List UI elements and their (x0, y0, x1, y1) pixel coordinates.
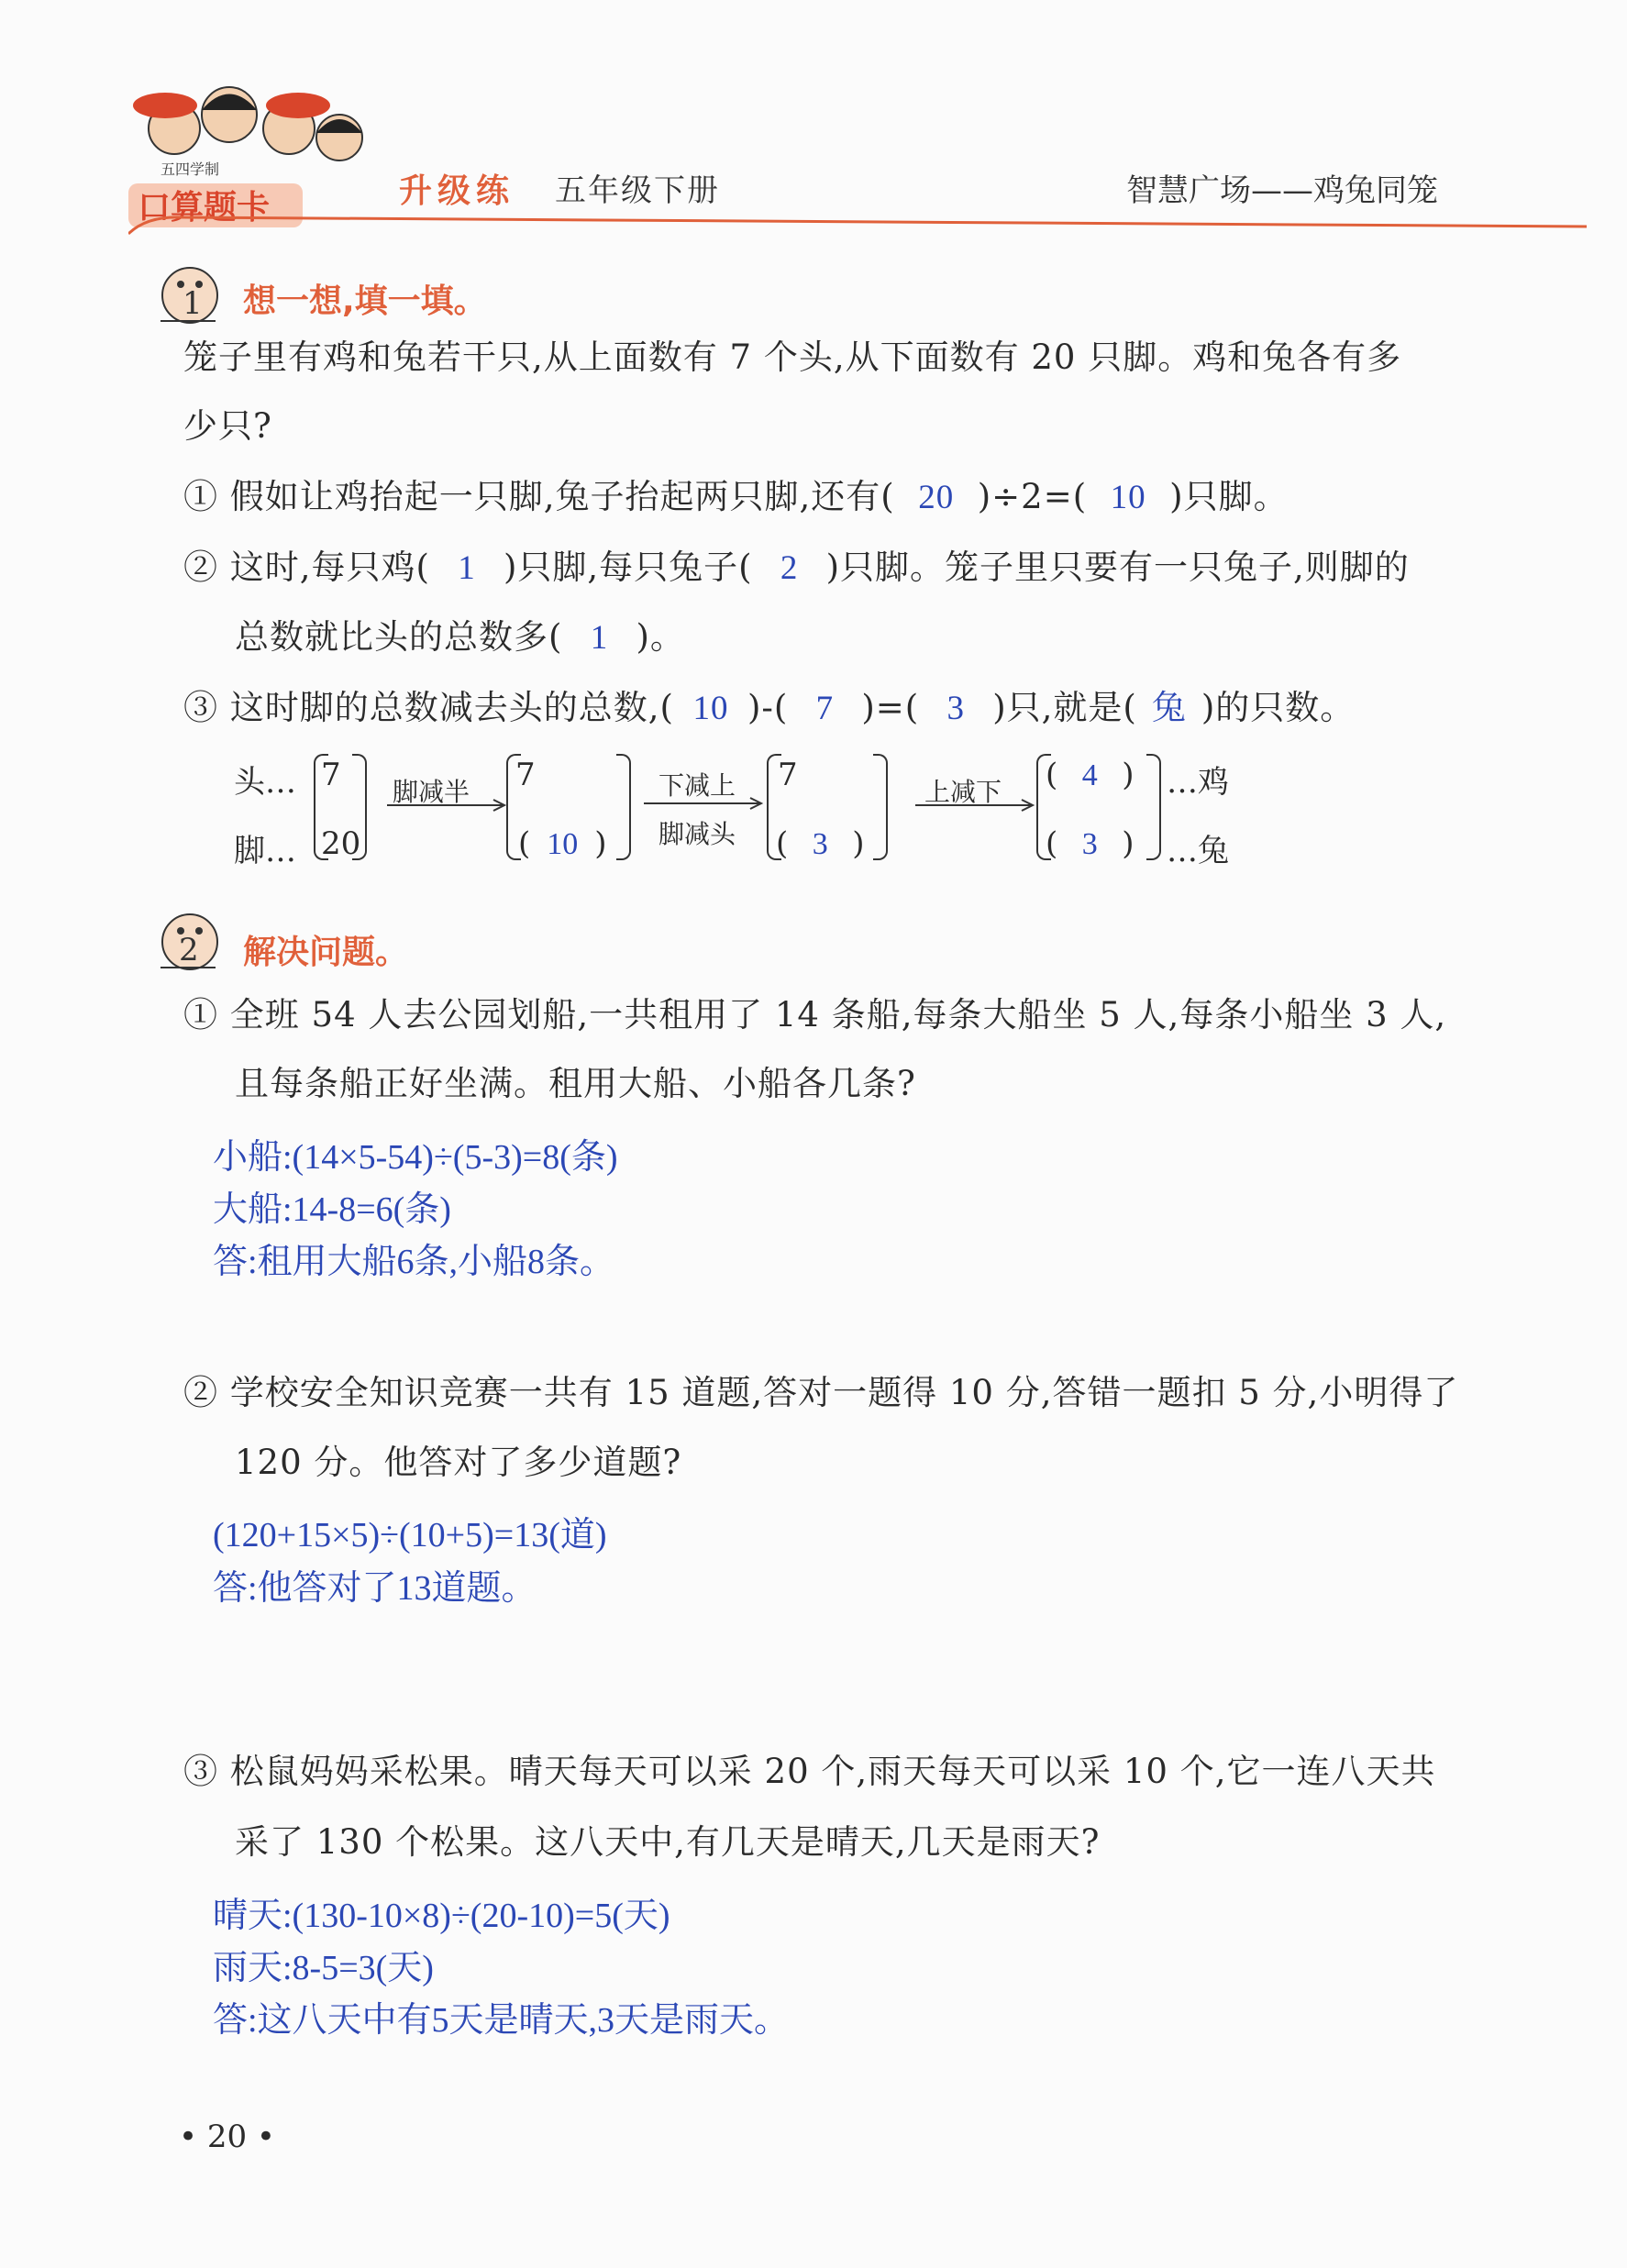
flow-suffix-chicken: …鸡 (1167, 764, 1229, 801)
p3-answer-1: 晴天:(130-10×8)÷(20-10)=5(天) (213, 1897, 670, 1935)
flow-arrow3-label: 上减下 (924, 777, 1002, 807)
flow-col2-feet-value: 10 (547, 827, 579, 861)
blank-q3-4: 兔 (1151, 690, 1187, 727)
blank-q1-2: 10 (1110, 479, 1146, 516)
flow-col2-head: 7 (515, 757, 536, 793)
p2-answer-2: 答:他答对了13道题。 (213, 1569, 537, 1608)
p3-answer-3: 答:这八天中有5天是晴天,3天是雨天。 (213, 2001, 790, 2040)
p3-line1: ③ 松鼠妈妈采松果。晴天每天可以采 20 个,雨天每天可以采 10 个,它一连八天共 (183, 1752, 1436, 1791)
section-2-number: 2 (179, 932, 199, 968)
flow-col2-feet: ( 10 ) (518, 825, 607, 862)
flow-col4-chicken: ( 4 ) (1046, 757, 1134, 793)
section-2-badge-icon (151, 903, 225, 977)
p3-answer-2: 雨天:8-5=3(天) (213, 1949, 434, 1987)
flow-col3-feet-value: 3 (812, 827, 828, 861)
flow-col3-feet: ( 3 ) (776, 825, 865, 862)
section-1-number: 1 (183, 285, 203, 322)
header-grade: 五年级下册 (555, 172, 720, 209)
p1-answer-1: 小船:(14×5-54)÷(5-3)=8(条) (213, 1138, 618, 1177)
page-number: • 20 • (179, 2119, 275, 2155)
section-2-title: 解决问题。 (243, 934, 409, 971)
p1-line2: 且每条船正好坐满。租用大船、小船各几条? (235, 1064, 916, 1103)
flow-col4-rabbit: ( 3 ) (1046, 825, 1134, 862)
blank-q1-1: 20 (918, 479, 955, 516)
flow-col1-feet: 20 (321, 825, 361, 862)
blank-q2-1: 1 (458, 549, 476, 587)
flow-col4-rabbit-value: 3 (1081, 827, 1098, 861)
flow-arrow1-icon (385, 796, 514, 814)
p1-answer-3: 答:租用大船6条,小船8条。 (213, 1243, 615, 1281)
p3-line2: 采了 130 个松果。这八天中,有几天是晴天,几天是雨天? (235, 1822, 1101, 1862)
flow-col3-head: 7 (778, 757, 798, 793)
blank-q2-3: 1 (590, 619, 609, 657)
flow-col1-head: 7 (321, 757, 341, 793)
flow-col1-close (352, 754, 367, 860)
flow-arrow1-label: 脚减半 (393, 777, 470, 807)
blank-q3-3: 3 (946, 690, 965, 727)
p2-line2: 120 分。他答对了多少道题? (235, 1443, 682, 1482)
s1-problem-line1: 笼子里有鸡和兔若干只,从上面数有 7 个头,从下面数有 20 只脚。鸡和兔各有多 (183, 337, 1402, 377)
s1-q3: ③ 这时脚的总数减去头的总数,( 10 )-( 7 )=( 3 )只,就是( 兔 )的只数。 (183, 688, 1355, 729)
header-topic: 智慧广场——鸡兔同笼 (1126, 172, 1438, 209)
flow-col2-close (616, 754, 631, 860)
s1-q2-line1: ② 这时,每只鸡( 1 )只脚,每只兔子( 2 )只脚。笼子里只要有一只兔子,则脚的 (183, 548, 1410, 589)
p2-answer-1: (120+15×5)÷(10+5)=13(道) (213, 1516, 607, 1554)
flow-arrow2-icon (642, 794, 770, 813)
s1-problem-line2: 少只? (183, 406, 272, 446)
p2-line1: ② 学校安全知识竞赛一共有 15 道题,答对一题得 10 分,答错一题扣 5 分,小明得了 (183, 1373, 1459, 1412)
section-1-title: 想一想,填一填。 (243, 282, 487, 320)
p1-line1: ① 全班 54 人去公园划船,一共租用了 14 条船,每条大船坐 5 人,每条小船坐 3 人, (183, 995, 1447, 1034)
blank-q2-2: 2 (780, 549, 799, 587)
header-rule (128, 206, 1596, 243)
flow-arrow2-bottom: 脚减头 (659, 819, 736, 849)
flow-suffix-rabbit: …兔 (1167, 833, 1229, 869)
flow-col3-close (873, 754, 888, 860)
flow-arrow2-top: 下减上 (659, 770, 736, 801)
flow-arrow3-icon (913, 796, 1042, 814)
blank-q3-2: 7 (815, 690, 835, 727)
flow-col4-chicken-value: 4 (1081, 758, 1098, 792)
p1-answer-2: 大船:14-8=6(条) (213, 1190, 451, 1229)
flow-col4-close (1146, 754, 1161, 860)
flow-row2-label: 脚… (234, 833, 296, 869)
flow-row1-label: 头… (234, 764, 296, 801)
s1-q1: ① 假如让鸡抬起一只脚,兔子抬起两只脚,还有( 20 )÷2=( 10 )只脚。 (183, 477, 1289, 518)
header-series: 升级练 (399, 172, 515, 210)
blank-q3-1: 10 (692, 690, 729, 727)
logo-small-text: 五四学制 (160, 160, 220, 178)
s1-q2-line2: 总数就比头的总数多( 1 )。 (235, 617, 685, 658)
section-1-badge-icon (151, 257, 225, 330)
logo-title-text: 口算题卡 (138, 188, 271, 227)
